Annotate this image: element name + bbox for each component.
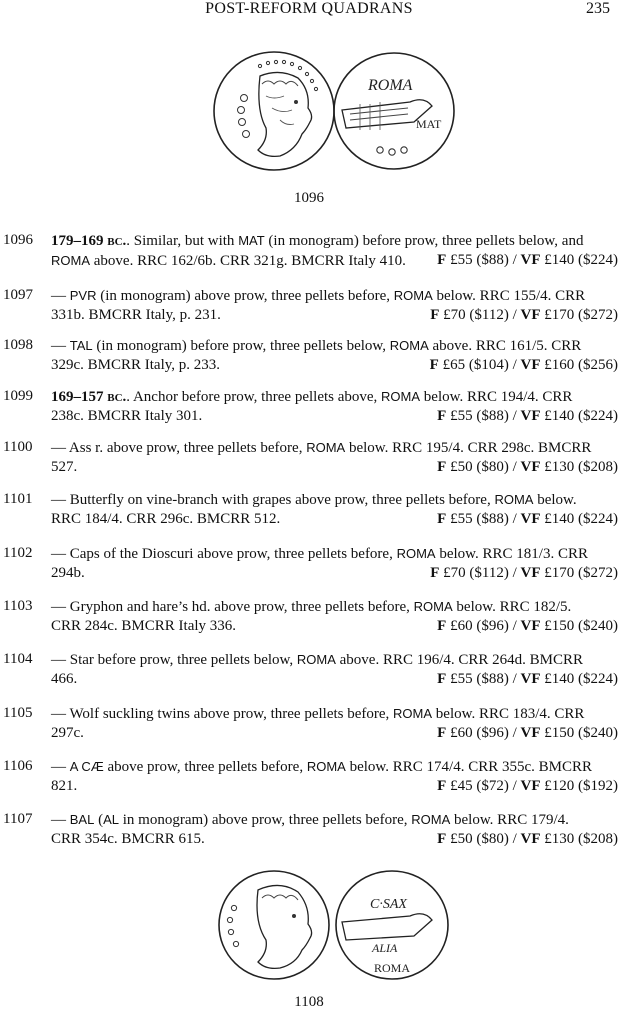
entry-number: 1100 [3, 439, 33, 455]
price: F £65 ($104) / VF £160 ($256) [429, 357, 618, 373]
price: F £70 ($112) / VF £170 ($272) [430, 565, 618, 581]
entry-number: 1098 [3, 337, 33, 353]
price: F £45 ($72) / VF £120 ($192) [437, 778, 618, 794]
entry-number: 1096 [3, 232, 33, 248]
entry-number: 1107 [3, 811, 33, 827]
entry-number: 1106 [3, 758, 33, 774]
hercules-head-and-prow-coin-icon [214, 868, 454, 982]
price: F £60 ($96) / VF £150 ($240) [437, 725, 618, 741]
entry-number: 1102 [3, 545, 33, 561]
entry-number: 1104 [3, 651, 33, 667]
price: F £55 ($88) / VF £140 ($224) [437, 252, 618, 268]
coin-legend-roma-bottom: ROMA [374, 961, 411, 975]
price: F £70 ($112) / VF £170 ($272) [430, 307, 618, 323]
coin-monogram-mat: MAT [416, 117, 442, 131]
page-number: 235 [586, 0, 610, 17]
coin-legend-csax: C·SAX [370, 897, 407, 912]
price: F £55 ($88) / VF £140 ($224) [437, 408, 618, 424]
coin-illustration-1108 [214, 868, 454, 982]
price: F £50 ($80) / VF £130 ($208) [437, 831, 618, 847]
price: F £55 ($88) / VF £140 ($224) [437, 511, 618, 527]
hercules-head-and-prow-coin-icon [210, 50, 460, 172]
entry-number: 1101 [3, 491, 33, 507]
running-head: POST-REFORM QUADRANS [205, 0, 413, 17]
figure-caption: 1108 [294, 994, 324, 1010]
price: F £55 ($88) / VF £140 ($224) [437, 671, 618, 687]
entry-number: 1105 [3, 705, 33, 721]
figure-caption: 1096 [294, 190, 324, 206]
entry-number: 1097 [3, 287, 33, 303]
entry-number: 1103 [3, 598, 33, 614]
coin-legend-roma: ROMA [368, 77, 413, 94]
price: F £60 ($96) / VF £150 ($240) [437, 618, 618, 634]
coin-illustration-1096 [210, 50, 460, 172]
page-header [0, 0, 618, 22]
coin-legend-alia: ALIA [372, 941, 398, 955]
entry-number: 1099 [3, 388, 33, 404]
price: F £50 ($80) / VF £130 ($208) [437, 459, 618, 475]
